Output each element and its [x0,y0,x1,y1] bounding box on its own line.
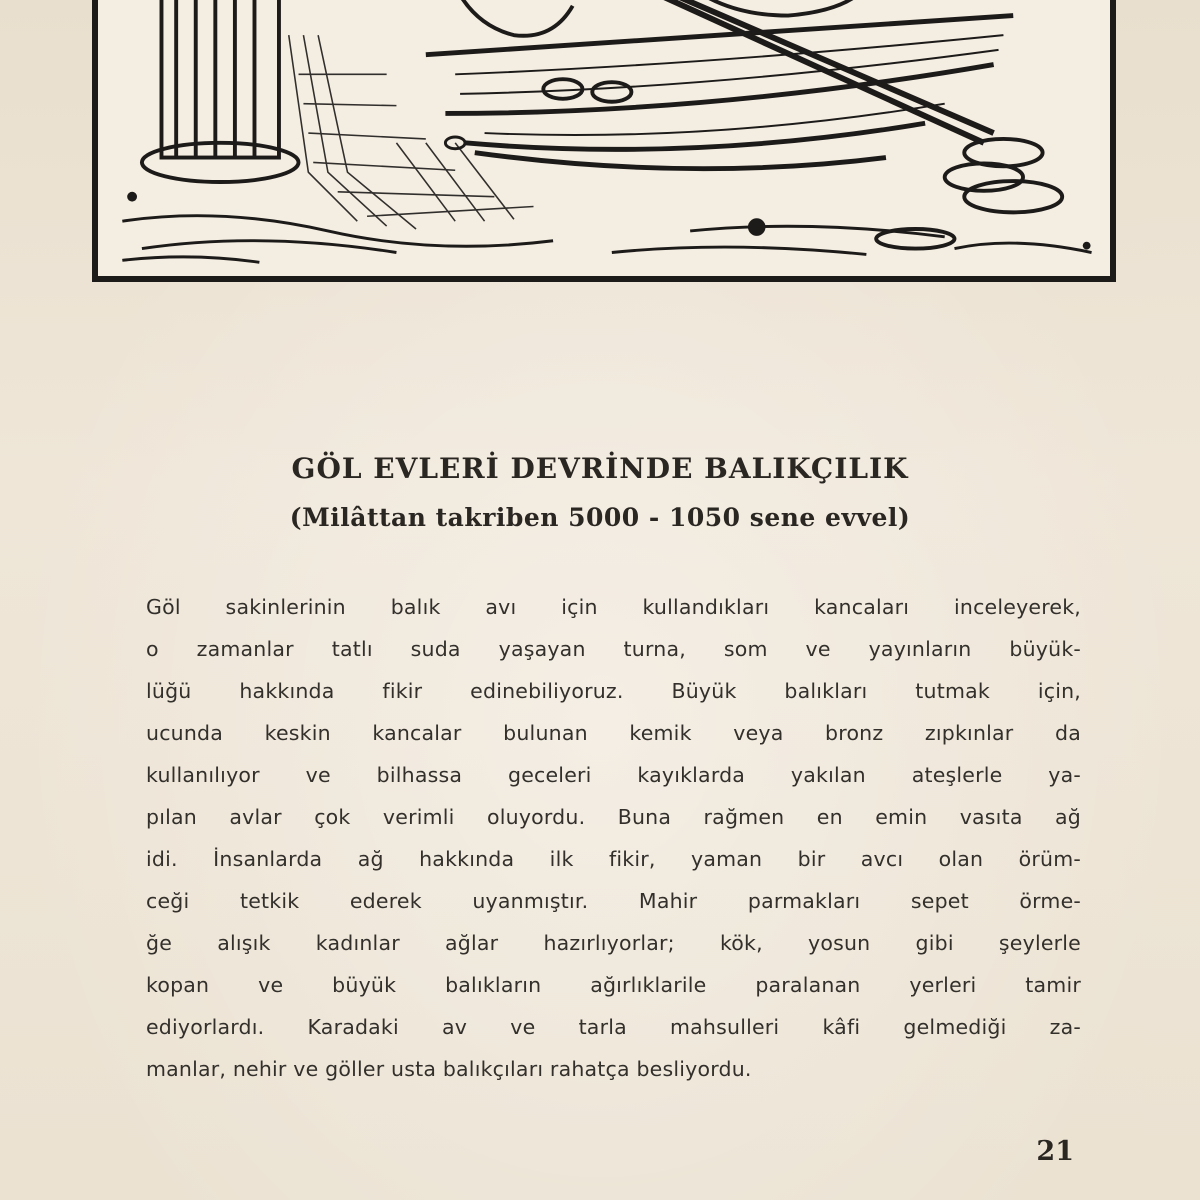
body-line: pılan avlar çok verimli oluyordu. Buna rağmen en emin vasıta ağ [146,805,1081,829]
woodcut-illustration-icon [98,0,1110,276]
body-line: Göl sakinlerinin balık avı için kullandıkları kancaları inceleyerek, [146,595,1081,619]
body-line: ceği tetkik ederek uyanmıştır. Mahir parmakları sepet örme- [146,889,1081,913]
body-line: kopan ve büyük balıkların ağırlıklarile paralanan yerleri tamir [146,973,1081,997]
body-line: o zamanlar tatlı suda yaşayan turna, som ve yayınların büyük- [146,637,1081,661]
page-subtitle: (Milâttan takriben 5000 - 1050 sene evvel) [289,503,911,532]
body-line: ucunda keskin kancalar bulunan kemik veya bronz zıpkınlar da [146,721,1081,745]
page-number: 21 [1036,1136,1074,1167]
page-title: GÖL EVLERİ DEVRİNDE BALIKÇILIK [291,452,909,485]
body-line: ğe alışık kadınlar ağlar hazırlıyorlar; kök, yosun gibi şeylerle [146,931,1081,955]
body-line: manlar, nehir ve göller usta balıkçıları rahatça besliyordu. [146,1057,752,1081]
body-line: lüğü hakkında fikir edinebiliyoruz. Büyük balıkları tutmak için, [146,679,1081,703]
body-line: kullanılıyor ve bilhassa geceleri kayıklarda yakılan ateşlerle ya- [146,763,1081,787]
body-paragraph [146,586,1081,1090]
woodcut-illustration [92,0,1116,282]
body-line: idi. İnsanlarda ağ hakkında ilk fikir, yaman bir avcı olan örüm- [146,847,1081,871]
body-line: ediyorlardı. Karadaki av ve tarla mahsulleri kâfi gelmediği za- [146,1015,1081,1039]
